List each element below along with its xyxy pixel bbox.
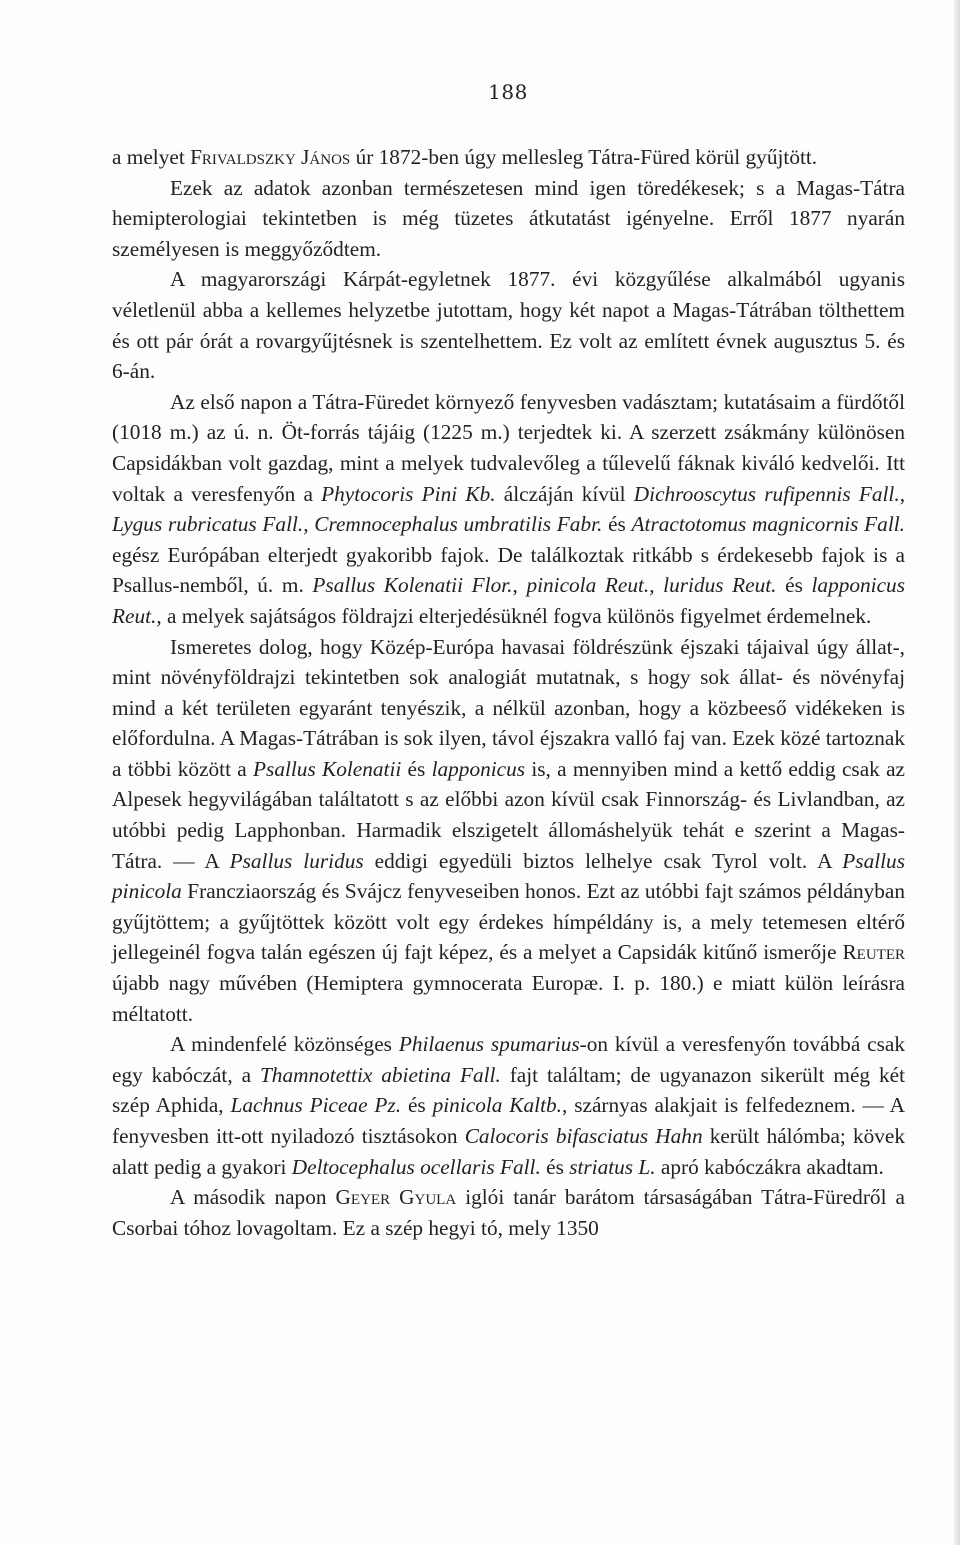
- text-run: Francziaország és Svájcz fenyveseiben honos. Ezt az utóbbi fajt számos példányban gyűjtöttem; a gyűjtöttek között volt egy érdekes hímpéldány is, a mely tetemesen eltérő jellegeinél fogva talán egészen új fajt képez, és a melyet a Capsidák kitűnő ismerője: [112, 879, 905, 965]
- paragraph: [112, 387, 905, 632]
- italic-term: pinicola Reut.: [526, 573, 650, 598]
- paragraph: [112, 264, 905, 386]
- italic-term: Thamnotettix abietina Fall.: [259, 1062, 501, 1087]
- italic-term: lapponicus Reut.: [112, 573, 905, 628]
- italic-term: Psallus pinicola: [112, 848, 905, 904]
- italic-term: Psallus Kolenatii: [253, 756, 402, 781]
- italic-term: Deltocephalus ocellaris Fall.: [291, 1154, 541, 1179]
- body-text: [112, 142, 905, 1243]
- text-run: eddigi egyedüli biztos lelhelye csak Tyrol volt. A: [363, 848, 843, 873]
- text-run: álczáján kívül: [495, 481, 634, 506]
- paragraph: [112, 142, 905, 173]
- text-run: és: [540, 1154, 570, 1179]
- italic-term: Calocoris bifasciatus Hahn: [464, 1124, 703, 1148]
- text-run: egész Európában elterjedt gyakoribb fajok. De találkoztak ritkább s érdekesebb fajok is a Psallus-nemből, ú. m.: [112, 542, 905, 598]
- text-run: és: [401, 1093, 433, 1118]
- italic-term: Lachnus Piceae Pz.: [230, 1093, 402, 1118]
- italic-term: Phytocoris Pini Kb.: [321, 481, 496, 506]
- italic-term: striatus L.: [569, 1154, 656, 1179]
- italic-term: Psallus Kolenatii Flor.: [312, 573, 513, 598]
- italic-term: Cremnocephalus umbratilis Fabr.: [314, 512, 603, 537]
- text-run: ,: [899, 481, 906, 506]
- italic-term: lapponicus: [431, 756, 526, 781]
- italic-term: luridus Reut.: [663, 573, 777, 598]
- person-name: Geyer Gyula: [335, 1185, 457, 1210]
- text-run: és: [401, 756, 432, 781]
- paragraph: [112, 1029, 905, 1182]
- text-run: ,: [649, 573, 664, 598]
- text-run: Az első napon a Tátra-Füredet környező fenyvesben vadásztam; kutatásaim a fürdőtől (1018 m.) az ú. n. Öt-forrás tájáig (1225 m.) terjedtek ki. A szerzett zsákmány különösen Capsidákban volt gazdag, mint a melyek tudvalevőleg a tűlevelű fáknak kiváló kedvelői. Itt voltak a veresfenyőn a: [112, 389, 905, 506]
- text-run: került hálómba; kövek alatt pedig a gyakori: [112, 1124, 906, 1179]
- text-run: , a melyek sajátságos földrajzi elterjedésüknél fogva különös figyelmet érdemelnek.: [156, 603, 872, 628]
- paragraph: [112, 173, 905, 265]
- italic-term: Lygus rubricatus Fall.: [112, 512, 304, 537]
- text-run: és: [602, 512, 632, 537]
- text-run: Ismeretes dolog, hogy Közép-Európa havasai földrészünk éjszaki tájaival úgy állat-, mint növényföldrajzi tekintetben sok analogiát mutatnak, s hogy sok állat- és növényfaj mind a két területen egyaránt tenyészik, a nélkül azonban, hogy a közbeeső vidékeken is előfordulna. A Magas-Tátrában is sok ilyen, távol éjszakra valló faj van. Ezek közé tartoznak a többi között a: [112, 634, 905, 781]
- text-run: apró kabóczákra akadtam.: [655, 1154, 884, 1179]
- italic-term: Philaenus spumarius: [398, 1032, 580, 1057]
- text-run: úr 1872-ben úgy mellesleg Tátra-Füred körül gyűjtött.: [350, 145, 818, 169]
- italic-term: Dichrooscytus rufipennis Fall.: [633, 481, 900, 506]
- italic-term: pinicola Kaltb.: [432, 1093, 562, 1118]
- italic-term: Psallus luridus: [229, 848, 364, 873]
- page-edge-shadow: [954, 0, 960, 1545]
- text-run: , szárnyas alakjait is felfedeznem. — A fenyvesben itt-ott nyiladozó tisztásokon: [112, 1093, 905, 1148]
- text-run: is, a mennyiben mind a kettő eddig csak az Alpesek hegyvilágában találtatott s az előbbi azon kívül csak Finnország- és Livlandban, az utóbbi pedig Lapphonban. Harmadik elszigetelt állomáshelyük tehát e szerint a Magas-Tátra. — A: [112, 756, 906, 873]
- text-run: ,: [303, 512, 315, 537]
- text-run: A második napon: [170, 1185, 336, 1210]
- paragraph: [112, 632, 905, 1030]
- text-run: fajt találtam; de ugyanazon sikerült még két szép Aphida,: [112, 1062, 906, 1118]
- text-run: újabb nagy művében (Hemiptera gymnocerata Europæ. I. p. 180.) e miatt külön leírásra méltatott.: [112, 971, 905, 1026]
- page-number: 188: [488, 80, 528, 104]
- text-run: Ezek az adatok azonban természetesen mind igen töredékesek; s a Magas-Tátra hemipterologiai tekintetben is még tüzetes átkutatást igényelne. Erről 1877 nyarán személyesen is meggyőződtem.: [112, 175, 905, 261]
- text-run: iglói tanár barátom társaságában Tátra-Füredről a Csorbai tóhoz lovagoltam. Ez a szép hegyi tó, mely 1350: [112, 1185, 905, 1240]
- text-run: A mindenfelé közönséges: [170, 1032, 399, 1057]
- text-run: a melyet: [112, 145, 191, 169]
- text-run: ,: [512, 573, 527, 598]
- person-name: Frivaldszky János: [190, 145, 351, 169]
- paragraph: [112, 1182, 905, 1243]
- text-run: és: [776, 573, 812, 598]
- text-run: A magyarországi Kárpát-egyletnek 1877. évi közgyűlése alkalmából ugyanis véletlenül abba a kellemes helyzetbe jutottam, hogy két napot a Magas-Tátrában tölthettem és ott pár órát a rovargyűjtésnek is szentelhettem. Ez volt az említett évnek augusztus 5. és 6-án.: [112, 267, 905, 384]
- italic-term: Atractotomus magnicornis Fall.: [631, 512, 905, 537]
- text-run: -on kívül a veresfenyőn továbbá csak egy kabóczát, a: [112, 1032, 905, 1087]
- person-name: Reuter: [842, 940, 905, 965]
